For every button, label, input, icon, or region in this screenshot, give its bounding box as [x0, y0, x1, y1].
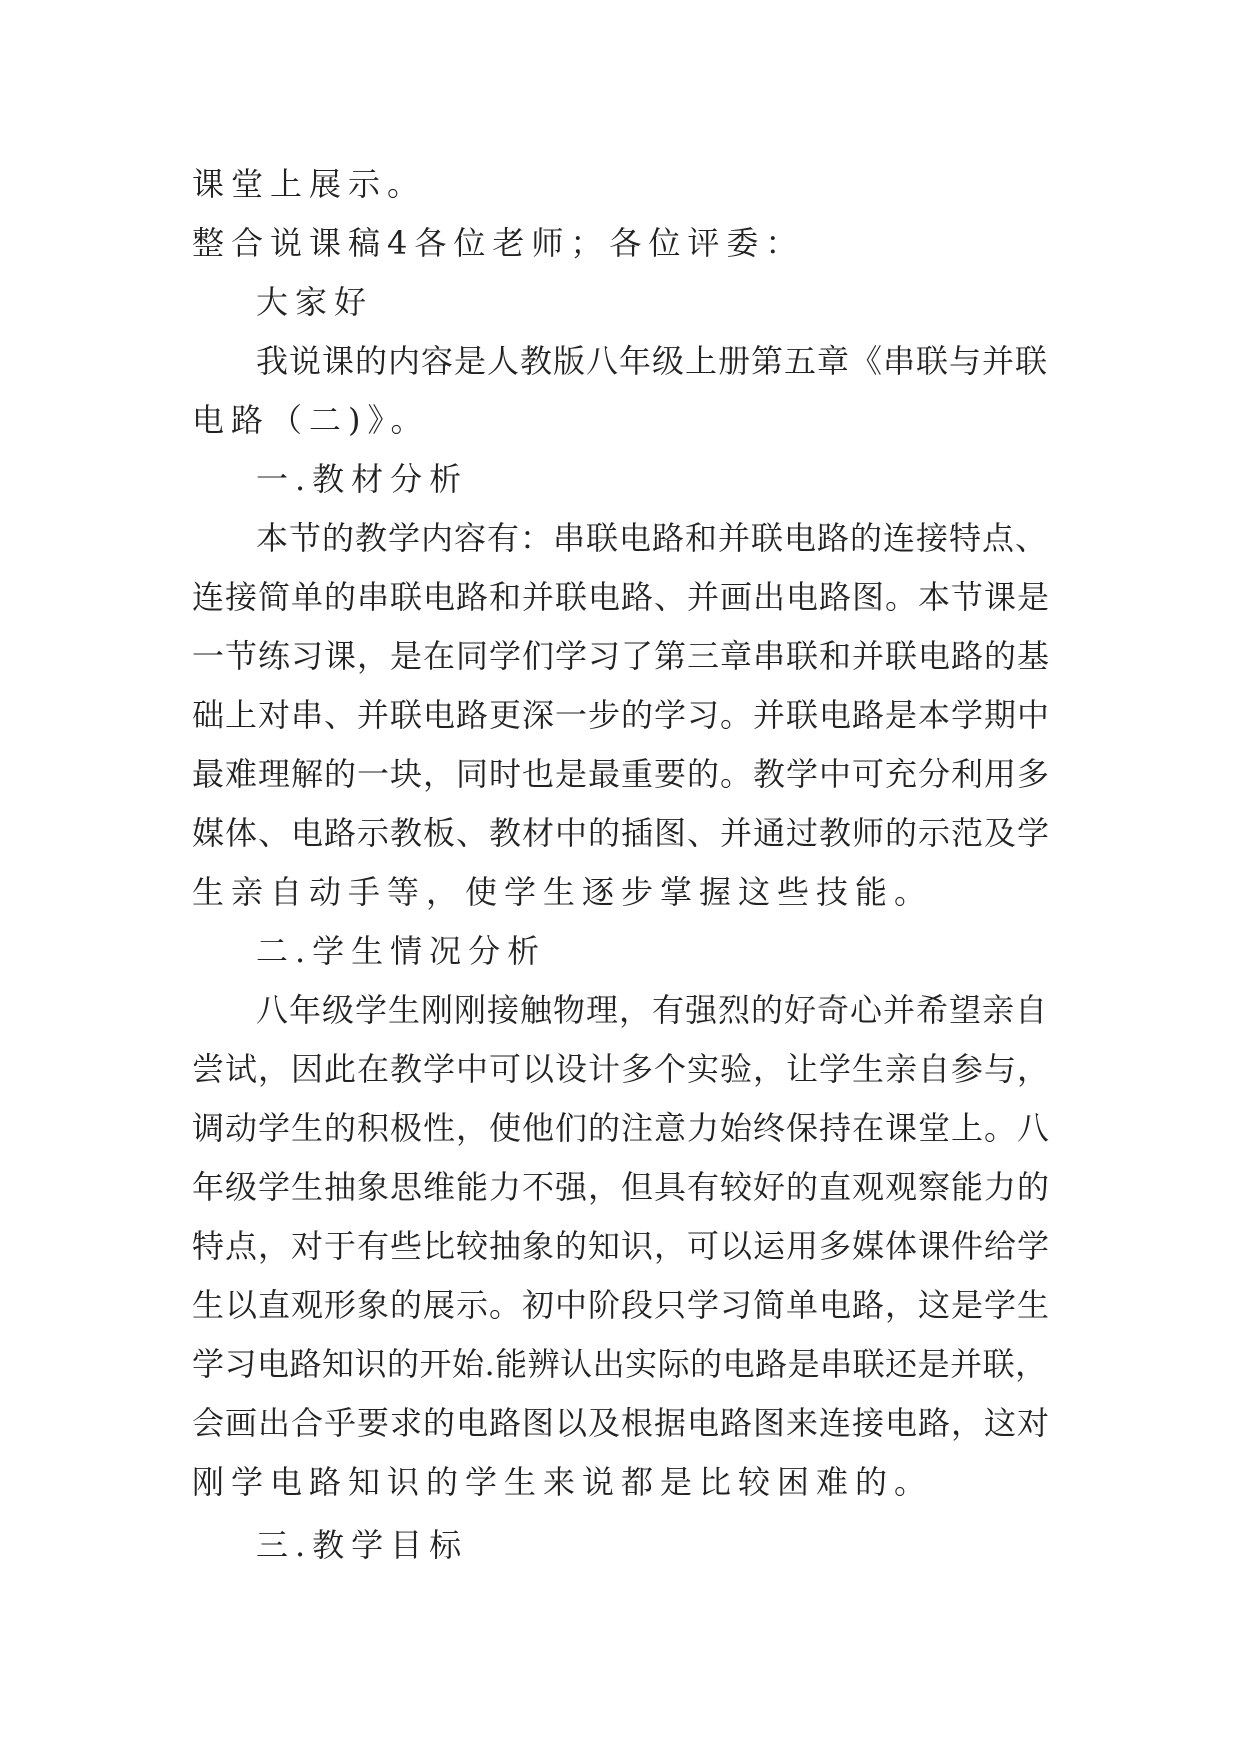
- text-line: 会画出合乎要求的电路图以及根据电路图来连接电路，这对: [192, 1404, 1051, 1442]
- text-line: 连接简单的串联电路和并联电路、并画出电路图。本节课是: [192, 578, 1051, 616]
- text-line: 媒体、电路示教板、教材中的插图、并通过教师的示范及学: [192, 814, 1051, 852]
- text-line: 整合说课稿4各位老师；各位评委：: [192, 224, 805, 262]
- text-line: 课堂上展示。: [192, 165, 427, 203]
- text-line: 特点，对于有些比较抽象的知识，可以运用多媒体课件给学: [192, 1227, 1051, 1265]
- text-line: 生亲自动手等，使学生逐步掌握这些技能。: [192, 873, 934, 911]
- text-line: 尝试，因此在教学中可以设计多个实验，让学生亲自参与，: [192, 1050, 1051, 1088]
- text-line: 本节的教学内容有：串联电路和并联电路的连接特点、: [256, 519, 1049, 557]
- text-line: 学习电路知识的开始.能辨认出实际的电路是串联还是并联，: [192, 1345, 1048, 1383]
- text-line: 础上对串、并联电路更深一步的学习。并联电路是本学期中: [192, 696, 1051, 734]
- text-line: 电路（二)》。: [192, 401, 430, 439]
- text-line: 刚学电路知识的学生来说都是比较困难的。: [192, 1463, 934, 1501]
- text-line: 八年级学生刚刚接触物理，有强烈的好奇心并希望亲自: [256, 991, 1049, 1029]
- text-line: 调动学生的积极性，使他们的注意力始终保持在课堂上。八: [192, 1109, 1051, 1147]
- document-body: [192, 155, 1052, 1575]
- text-line: 一节练习课，是在同学们学习了第三章串联和并联电路的基: [192, 637, 1051, 675]
- greeting: 大家好: [256, 283, 374, 321]
- text-line: 我说课的内容是人教版八年级上册第五章《串联与并联: [256, 342, 1049, 380]
- text-line: 最难理解的一块，同时也是最重要的。教学中可充分利用多: [192, 755, 1051, 793]
- text-line: 生以直观形象的展示。初中阶段只学习简单电路，这是学生: [192, 1286, 1051, 1324]
- section-heading: 三.教学目标: [256, 1526, 469, 1564]
- section-heading: 二.学生情况分析: [256, 932, 547, 970]
- text-line: 年级学生抽象思维能力不强，但具有较好的直观观察能力的: [192, 1168, 1051, 1206]
- section-heading: 一.教材分析: [256, 460, 469, 498]
